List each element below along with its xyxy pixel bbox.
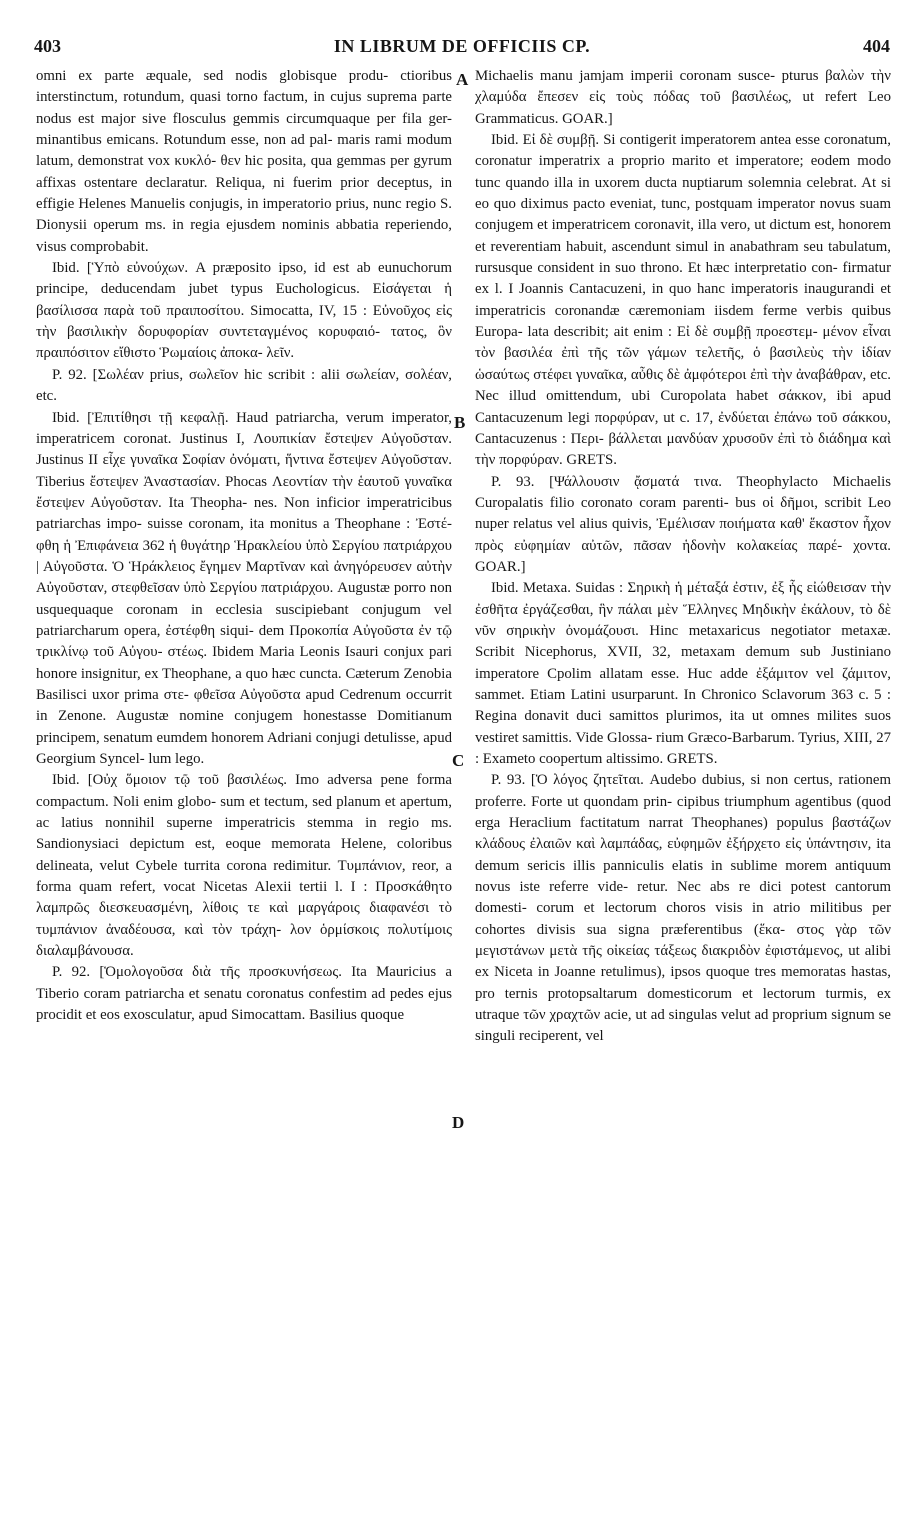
paragraph: P. 93. [Ὁ λόγος ζητεῖται. Audebo dubius, si non certus, rationem proferre. Forte ut quondam prin- cipibus triumphum agentibus (quod erga Heraclium factitatum narrat Theophanes) populus βαστάζων κλάδους ἐλαιῶν καὶ λαμπάδας, εὐφημῶν ἐξήρχετο εἰς ὑπάντησιν, ita demum sericis illis panniculis elatis in sublime morem antiquum novus iste referre vide- retur. Nec abs re dici potest cantorum domesti- corum et lectorum choros visis in atrio militibus per cohortes divisis sua signa præferentibus (ἕκα- στος γὰρ τῶν μεγιστάνων μετὰ τῆς οἰκείας τάξεως διακριδὸν ἐφιστάμενος, ut alibi ex Niceta in Joanne retulimus), ipsos quoque tres memoratas hastas, pro ternis protopsaltarum domesticorum et lectorum turmis, ex utraque τῶν χραχτῶν acie, ut ad singulas velut ad proprium signum se singuli reciperent, vel: [475, 772, 891, 1045]
page-number-right: 404: [863, 36, 890, 56]
paragraph: P. 93. [Ψάλλουσιν ᾄσματά τινα. Theophylacto Michaelis Curopalatis filio coronato coram parenti- bus οἱ δῆμοι, scribit Leo nuper relatus vel alius quivis, Ἐμέλισαν ποιήματα καθ' ἕκαστον ἦχον πρὸς εὐφημίαν αὐτῶν, πᾶσαν ἡδονὴν κολακείας παρέ- χοντα. GOAR.]: [475, 473, 891, 575]
left-column: [36, 66, 452, 1026]
paragraph: Ibid. [Ἐπιτίθησι τῇ κεφαλῇ. Haud patriarcha, verum imperator, imperatricem coronat. Justinus I, Λουπικίαν ἔστεψεν Αὐγοῦσταν. Justinus II εἶχε γυναῖκα Σοφίαν ὀνόματι, ἥντινα ἔστεψεν Αὐγοῦσταν. Tiberius ἔστεψεν Ἀναστασίαν. Phocas Λεοντίαν τὴν ἑαυτοῦ γυναῖκα ἔστεψεν Αὐγοῦσταν. Ita Theopha- nes. Non inficior imperatricibus patriarchas impo- suisse coronam, ita monitus a Theophane : Ἐστέ- φθη ἡ Ἐπιφάνεια 362 ἡ θυγάτηρ Ἡρακλείου ὑπὸ Σεργίου πατριάρχου | Αὐγοῦστα. Ὁ Ἡράκλειος ἔγημεν Μαρτῖναν καὶ ἀνηγόρευσεν αὐτὴν Αὐγοῦσταν, στεφθεῖσαν ὑπὸ Σεργίου πατριάρχου. Augustæ porro non usquequaque coronam in ecclesia suscipiebant conjugum vel patriarcharum opera, ἐστέφθη siqui- dem Προκοπία Αὐγοῦστα ἐν τῷ τρικλίνῳ τοῦ Αὐγου- στέως. Ibidem Maria Leonis Isauri conjux pari honore insignitur, ex Theophane, a quo hæc cuncta. Cæterum Zenobia Basilisci uxor prima στε- φθεῖσα Αὐγοῦστα apud Cedrenum occurrit in Zenone. Augustæ nomine conjugem honestasse Domitianum principem, senatum eumdem honorem Adriani conjugi detulisse, apud Georgium Syncel- lum lego.: [36, 409, 452, 767]
paragraph: Ibid. Metaxa. Suidas : Σηρικὴ ἡ μέταξά ἐστιν, ἐξ ἧς εἰώθεισαν τὴν ἐσθῆτα ἐργάζεσθαι, ἣν πάλαι μὲν Ἕλληνες Μηδικὴν ἐκάλουν, τὸ δὲ νῦν σηρικὴν ὀνομάζουσι. Hinc metaxaricus negotiator metaxæ. Scribit Nicephorus, XVII, 32, metaxam demum sub Justiniano imperatore Cpolim allatam esse. Huc adde ἐξάμιτον vel ζάμιτον, sammet. Etiam Latini usurparunt. In Chronico Sclavorum 363 c. 5 : Regina donavit duci samittos plurimos, ita ut omnes milites suos vestiret samittis. Vide Glossa- rium Græco-Barbarum. Tyrius, XIII, 27 : Exameto coopertum altissimo. GRETS.: [475, 580, 891, 767]
paragraph: P. 92. [Ὁμολογοῦσα διὰ τῆς προσκυνήσεως. Ita Mauricius a Tiberio coram patriarcha et senatu coronatus confestim ad pedes ejus procidit et eos exosculatur, apud Simocattam. Basilius quoque: [36, 964, 452, 1024]
page-number-left: 403: [34, 36, 61, 56]
paragraph: Ibid. [Οὐχ ὅμοιον τῷ τοῦ βασιλέως. Imo adversa pene forma compactum. Noli enim globo- sum et tectum, sed planum et apertum, ac latius nonnihil superne imperatricis stemma in regio ms. Sandionysiaci depictum est, eoque memorata Helene, coloribus delineata, velut Cybele turrita corona redimitur. Τυμπάνιον, reor, a forma quam refert, vocat Nicetas Alexii tertii l. I : Προσκάθητο λαμπρῶς διεσκευασμένη, λίθοις τε καὶ μαργάροις διαφανέσι τὸ τυμπάνιον ἀναδέουσα, καὶ τὸν τράχη- λον ὁρμίσκοις πολυτίμοις διαλαμβάνουσα.: [36, 772, 452, 960]
paragraph: Ibid. Εἰ δὲ συμβῇ. Si contigerit imperatorem antea esse coronatum, coronatur imperatrix a proprio marito et imperatore; eodem modo tunc quando illa in uxorem ducta nuptiarum solemnia celebrat. At si eo quo diximus pacto eveniat, tunc, postquam imperator novus suam conjugem et imperatricem coronavit, illa vero, ut dictum est, honorem et reverentiam habuit, ascendunt simul in anabathram seu tabulatum, rursusque consident in suo throno. Et hæc interpretatio con- firmatur ex l. I Joannis Cantacuzeni, in quo hanc imperatoris inaugurandi et imperatricis coronandæ cæremoniam iisdem ferme verbis quibus Europa- lata describit; ait enim : Εἰ δὲ συμβῇ προεστεμ- μένον εἶναι τὸν βασιλέα ἐπὶ τῆς τῶν γάμων τελετῆς, ὁ βασιλεὺς τὴν ἰδίαν ὡσαύτως στέφει γυναῖκα, αὖθις δὲ ἀμφότεροι ἐπὶ τὴν ἀναβάθραν, etc. Nec illud omittendum, ubi Curopolata habet σάκκον, ibi apud Cantacuzenum legi πορφύραν, ut c. 17, ἐνδύεται ἐπάνω τοῦ σάκκου, Cantacuzenus : Περι- βάλλεται μανδύαν χρυσοῦν ἐπὶ τὸ διάδημα καὶ τὴν πορφύραν. GRETS.: [475, 132, 891, 469]
margin-letter-d: D: [452, 1113, 465, 1132]
right-column: [475, 66, 891, 1048]
margin-letter-b: B: [454, 413, 466, 432]
margin-letter-c: C: [452, 751, 465, 770]
running-title: IN LIBRUM DE OFFICIIS CP.: [333, 36, 591, 56]
margin-letter-a: A: [456, 70, 469, 89]
paragraph: omni ex parte æquale, sed nodis globisque produ- ctioribus interstinctum, rotundum, quasi torno factum, in cujus suprema parte nodus est major sive flosculus gemmis circumquaque per fila ger- minantibus emicans. Rotundum esse, non ad pal- maris rami modum latum, demonstrat vox κυκλό- θεν hic posita, qua gemmas per gyrum affixas ostentare declaratur. Reliqua, ni fuerim prior deceptus, in effigie Helenes Manuelis conjugis, in imperatorio prius, nunc regio S. Dionysii operum ms. in regia ejusdem nominis abbatia reperiendo, visus comprobabit.: [36, 68, 452, 255]
paragraph: P. 92. [Σωλέαν prius, σωλεῖον hic scribit : alii σωλείαν, σολέαν, etc.: [36, 366, 452, 405]
paragraph: Michaelis manu jamjam imperii coronam susce- pturus βαλὼν τὴν χλαμύδα ἔπεσεν εἰς τοὺς πόδας τοῦ βασιλέως, ut refert Leo Grammaticus. GOAR.]: [475, 68, 891, 127]
paragraph: Ibid. [Ὑπὸ εὐνούχων. A præposito ipso, id est ab eunuchorum principe, deducendam jubet typus Euchologicus. Εἰσάγεται ἡ βασίλισσα παρὰ τοῦ πραιποσίτου. Simocatta, IV, 15 : Εὐνοῦχος εἰς τὴν βασιλικὴν δορυφορίαν συντεταγμένος κορυφαιό- τατος, ὃν πραιπόσιτον εἴθιστο Ῥωμαίοις ἀποκα- λεῖν.: [36, 260, 452, 362]
running-head: [34, 36, 890, 58]
